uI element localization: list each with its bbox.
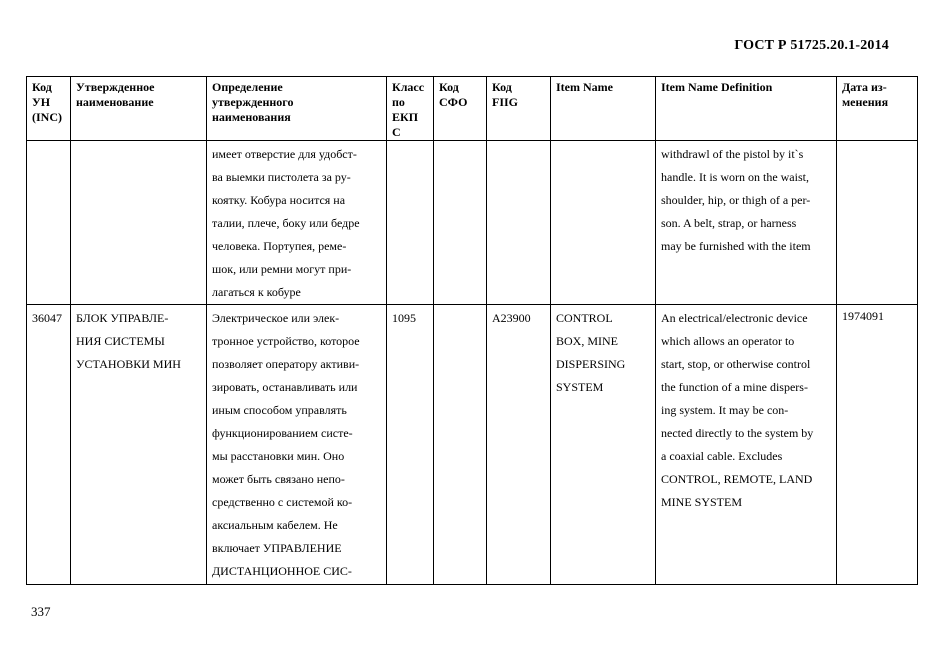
text-line: зировать, останавливать или <box>212 380 358 394</box>
text-line: CONTROL <box>556 311 613 325</box>
cell-fiig: A23900 <box>487 305 551 585</box>
text-line: BOX, MINE <box>556 334 618 348</box>
header-line: Класс <box>392 80 425 94</box>
header-line: Дата из- <box>842 80 887 94</box>
text-line: средственно с системой ко- <box>212 495 353 509</box>
text-line: аксиальным кабелем. Не <box>212 518 338 532</box>
header-line: наименования <box>212 110 291 124</box>
col-header-approved-name <box>71 77 207 141</box>
header-line: наименование <box>76 95 154 109</box>
text-line: человека. Портупея, реме- <box>212 239 347 253</box>
document-standard-id: ГОСТ Р 51725.20.1-2014 <box>734 38 889 53</box>
header-line: Код <box>32 80 52 94</box>
text-line: handle. It is worn on the waist, <box>661 170 809 184</box>
cell-class <box>387 141 434 305</box>
cell-approved-name <box>71 141 207 305</box>
table-row <box>27 141 918 305</box>
col-header-fiig <box>487 77 551 141</box>
text-line: талии, плече, боку или бедре <box>212 216 360 230</box>
header-line: С <box>392 125 401 139</box>
col-header-class <box>387 77 434 141</box>
header-line: СФО <box>439 95 468 109</box>
header-line: по <box>392 95 405 109</box>
cell-definition <box>207 305 387 585</box>
col-header-inc <box>27 77 71 141</box>
cell-sfo <box>434 305 487 585</box>
header-line: УН <box>32 95 51 109</box>
text-line: DISPERSING <box>556 357 626 371</box>
text-line: ing system. It may be con- <box>661 403 789 417</box>
text-line: включает УПРАВЛЕНИЕ <box>212 541 342 555</box>
text-line: which allows an operator to <box>661 334 795 348</box>
header-line: утвержденного <box>212 95 294 109</box>
text-line: a coaxial cable. Excludes <box>661 449 783 463</box>
col-header-item-name <box>551 77 656 141</box>
header-line: Item Name <box>556 80 613 94</box>
text-line: start, stop, or otherwise control <box>661 357 811 371</box>
text-line: An electrical/electronic device <box>661 311 808 325</box>
text-line: CONTROL, REMOTE, LAND <box>661 472 813 486</box>
text-line: функционированием систе- <box>212 426 353 440</box>
cell-approved-name <box>71 305 207 585</box>
cell-change-date: 1974091 <box>837 305 918 585</box>
text-line: may be furnished with the item <box>661 239 811 253</box>
header-line: Утвержденное <box>76 80 155 94</box>
table-row <box>27 305 918 585</box>
header-line: Определение <box>212 80 283 94</box>
cell-inc <box>27 141 71 305</box>
cell-item-name <box>551 141 656 305</box>
header-line: FIIG <box>492 95 519 109</box>
text-line: может быть связано непо- <box>212 472 345 486</box>
cell-item-name-definition <box>656 141 837 305</box>
header-line: Код <box>439 80 459 94</box>
page-number: 337 <box>31 604 51 619</box>
text-line: shoulder, hip, or thigh of a per- <box>661 193 811 207</box>
text-line: ДИСТАНЦИОННОЕ СИС- <box>212 564 352 578</box>
text-line: шок, или ремни могут при- <box>212 262 352 276</box>
text-line: НИЯ СИСТЕМЫ <box>76 334 165 348</box>
header-line: Код <box>492 80 512 94</box>
cell-definition <box>207 141 387 305</box>
cell-inc: 36047 <box>27 305 71 585</box>
col-header-change-date <box>837 77 918 141</box>
col-header-item-name-definition <box>656 77 837 141</box>
text-line: коятку. Кобура носится на <box>212 193 346 207</box>
text-line: имеет отверстие для удобст- <box>212 147 357 161</box>
cell-item-name-definition <box>656 305 837 585</box>
text-line: тронное устройство, которое <box>212 334 360 348</box>
text-line: мы расстановки мин. Оно <box>212 449 345 463</box>
header-line: Item Name Definition <box>661 80 773 94</box>
cell-class: 1095 <box>387 305 434 585</box>
text-line: withdrawl of the pistol by it`s <box>661 147 804 161</box>
table-header-row <box>27 77 918 141</box>
text-line: MINE SYSTEM <box>661 495 743 509</box>
header-line: ЕКП <box>392 110 419 124</box>
text-line: son. A belt, strap, or harness <box>661 216 797 230</box>
text-line: ва выемки пистолета за ру- <box>212 170 351 184</box>
cell-sfo <box>434 141 487 305</box>
col-header-sfo <box>434 77 487 141</box>
header-line: (INC) <box>32 110 62 124</box>
col-header-definition <box>207 77 387 141</box>
text-line: УСТАНОВКИ МИН <box>76 357 181 371</box>
text-line: nected directly to the system by <box>661 426 814 440</box>
text-line: иным способом управлять <box>212 403 347 417</box>
text-line: the function of a mine dispers- <box>661 380 808 394</box>
text-line: Электрическое или элек- <box>212 311 340 325</box>
text-line: позволяет оператору активи- <box>212 357 360 371</box>
text-line: БЛОК УПРАВЛЕ- <box>76 311 169 325</box>
cell-change-date <box>837 141 918 305</box>
text-line: лагаться к кобуре <box>212 285 301 299</box>
text-line: SYSTEM <box>556 380 604 394</box>
header-line: менения <box>842 95 889 109</box>
cell-item-name <box>551 305 656 585</box>
classification-table <box>26 76 918 585</box>
cell-fiig <box>487 141 551 305</box>
